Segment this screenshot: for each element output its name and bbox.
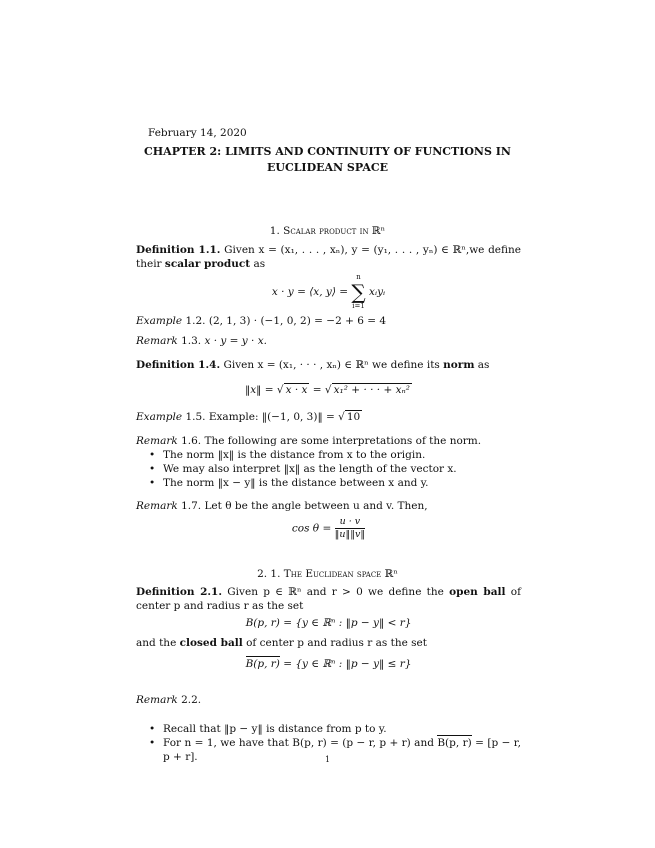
chapter-title-line2: EUCLIDEAN SPACE bbox=[266, 161, 389, 174]
section-2-heading: 2. 1. The Euclidean space ℝⁿ bbox=[257, 568, 398, 580]
definition-1-1: Definition 1.1. Given x = (x₁, . . . , xₙ), y = (y₁, . . . , yₙ) ∈ ℝⁿ,we define their scalar product as bbox=[136, 244, 521, 270]
closed-ball-formula: B(p, r) = {y ∈ ℝⁿ : ‖p − y‖ ≤ r} bbox=[245, 658, 412, 670]
list-item: • The norm ‖x − y‖ is the distance between x and y. bbox=[136, 476, 521, 490]
norm-interpretations-list bbox=[136, 448, 521, 490]
fraction: $\frac{u \cdot v}{‖u‖‖v‖}$ bbox=[334, 516, 366, 540]
list-item: • We may also interpret ‖x‖ as the length of the vector x. bbox=[136, 462, 521, 476]
remark-2-2: Remark 2.2. bbox=[136, 694, 202, 706]
remark-1-7: Remark 1.7. Let θ be the angle between u and v. Then, bbox=[136, 500, 428, 512]
remark-1-3: Remark 1.3. x · y = y · x. bbox=[136, 335, 267, 347]
definition-2-1: Definition 2.1. Given p ∈ ℝⁿ and r > 0 we define the open ball of center p and radius r as the set bbox=[136, 586, 521, 612]
definition-label: Definition 1.1. bbox=[136, 244, 221, 256]
defined-term: closed ball bbox=[179, 637, 243, 649]
cosine-formula: cos θ = $\frac{u \cdot v}{‖u‖‖v‖}$ bbox=[291, 516, 366, 540]
remark-1-6: Remark 1.6. The following are some interpretations of the norm. • The norm ‖x‖ is the distance from x to the origin. • We may also interpret ‖x‖ as the length of the vector x. • The norm ‖x − y‖ is the distance between x and y. bbox=[136, 434, 521, 490]
defined-term: scalar product bbox=[164, 258, 251, 270]
scalar-product-formula: x · y = ⟨x, y⟩ = n ∑ i=1 xᵢyᵢ bbox=[271, 273, 386, 310]
chapter-title bbox=[120, 144, 535, 176]
definition-1-4: Definition 1.4. Given x = (x₁, · · · , xₙ) ∈ ℝⁿ we define its norm as bbox=[136, 359, 490, 371]
list-item: • The norm ‖x‖ is the distance from x to the origin. bbox=[136, 448, 521, 462]
summation: n ∑ i=1 bbox=[351, 273, 366, 310]
defined-term: norm bbox=[443, 359, 475, 371]
list-item: • For n = 1, we have that B(p, r) = (p − r, p + r) and B(p, r) = [p − r, p + r]. bbox=[136, 736, 521, 764]
page-number: 1 bbox=[324, 755, 331, 764]
document-date: February 14, 2020 bbox=[148, 127, 247, 139]
list-item: • Recall that ‖p − y‖ is distance from p to y. bbox=[136, 722, 521, 736]
closed-ball-intro: and the closed ball of center p and radius r as the set bbox=[136, 637, 427, 649]
example-1-2: Example 1.2. (2, 1, 3) · (−1, 0, 2) = −2 + 6 = 4 bbox=[136, 315, 387, 327]
section-1-heading: 1. Scalar product in ℝⁿ bbox=[269, 225, 386, 237]
chapter-title-line1: CHAPTER 2: LIMITS AND CONTINUITY OF FUNCTIONS IN bbox=[144, 145, 511, 158]
example-1-5: Example 1.5. Example: ‖(−1, 0, 3)‖ = √ 10 bbox=[136, 411, 361, 423]
norm-formula: ‖x‖ = √ x · x = √ x₁² + · · · + xₙ² bbox=[245, 384, 410, 396]
defined-term: open ball bbox=[449, 586, 506, 598]
open-ball-formula: B(p, r) = {y ∈ ℝⁿ : ‖p − y‖ < r} bbox=[245, 617, 412, 629]
